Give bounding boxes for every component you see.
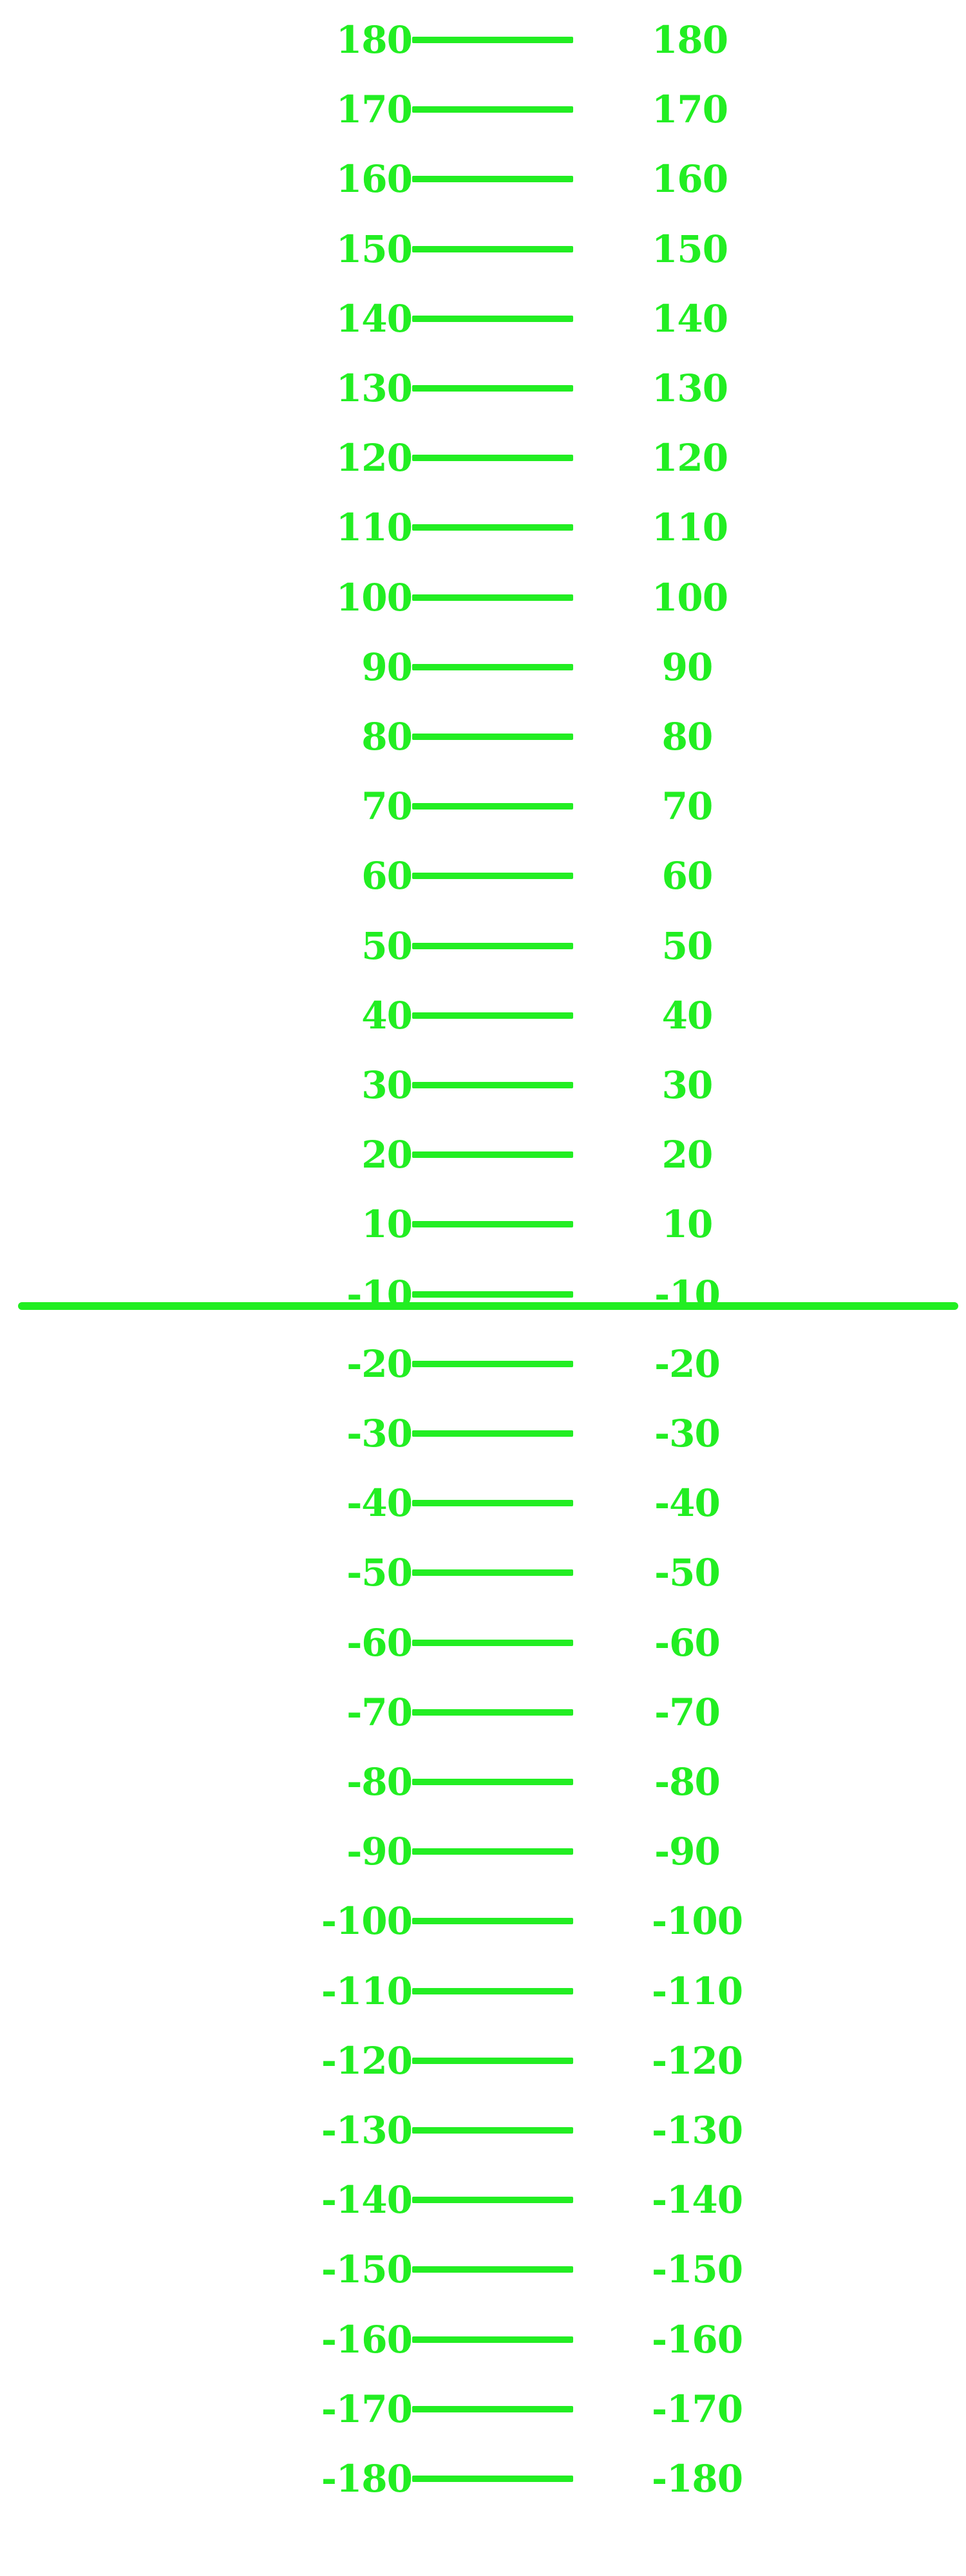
rung-label-left: 160 [336,157,412,202]
rung-label-left: 60 [361,854,412,898]
rung-label-right: 20 [661,1133,713,1177]
rung-label-left: 130 [336,366,412,410]
rung-tick-line [412,2058,573,2064]
rung-label-left: 90 [361,645,412,689]
rung-tick-line [412,2476,573,2482]
rung-label-left: 100 [336,575,412,620]
rung-label-left: -50 [346,1551,412,1595]
rung-tick-line [412,176,573,182]
rung-tick-line [412,1500,573,1506]
rung-label-left: -140 [321,2178,412,2222]
rung-label-right: -140 [652,2178,743,2222]
rung-label-right: 170 [652,88,728,132]
rung-label-right: -30 [654,1412,720,1455]
rung-label-right: 120 [652,436,728,480]
rung-label-right: 130 [652,366,728,410]
rung-tick-line [412,1709,573,1716]
rung-label-right: -80 [654,1760,720,1804]
rung-tick-line [412,1082,573,1088]
rung-label-left: 180 [336,18,412,62]
rung-label-right: -20 [654,1341,720,1386]
rung-tick-line [412,2266,573,2273]
rung-label-right: 80 [661,715,713,759]
rung-label-right: 180 [652,18,728,62]
rung-label-right: -50 [654,1551,720,1595]
rung-label-left: 30 [361,1063,412,1107]
rung-label-left: -60 [346,1620,412,1665]
rung-label-right: 110 [652,506,728,550]
rung-label-right: 140 [652,296,728,341]
rung-label-right: 30 [661,1063,713,1107]
rung-label-left: -70 [346,1690,412,1734]
rung-label-right: 40 [661,993,713,1037]
horizon-line [18,1302,958,1310]
rung-label-right: -40 [654,1481,720,1526]
rung-tick-line [412,2406,573,2412]
rung-tick-line [412,246,573,252]
rung-tick-line [412,1012,573,1019]
rung-label-right: -90 [654,1830,720,1874]
rung-tick-line [412,106,573,113]
rung-label-right: -60 [654,1620,720,1665]
rung-label-right: -70 [654,1690,720,1734]
rung-tick-line [412,1221,573,1227]
rung-tick-line [412,455,573,461]
rung-label-left: 140 [336,296,412,341]
rung-tick-line [412,1361,573,1367]
rung-tick-line [412,1779,573,1785]
rung-label-left: -90 [346,1830,412,1874]
rung-label-right: -150 [652,2248,743,2292]
rung-label-left: -30 [346,1412,412,1455]
rung-tick-line [412,594,573,601]
rung-label-left: -10 [346,1272,412,1316]
rung-label-right: 90 [661,645,713,689]
rung-label-left: -40 [346,1481,412,1526]
rung-label-right: -130 [652,2108,743,2152]
rung-tick-line [412,2127,573,2134]
rung-tick-line [412,1918,573,1924]
rung-tick-line [412,1430,573,1437]
rung-label-left: -130 [321,2108,412,2152]
rung-tick-line [412,943,573,949]
rung-label-right: 100 [652,575,728,620]
rung-label-left: -180 [321,2457,412,2501]
rung-label-right: -10 [654,1272,720,1316]
rung-label-left: -100 [321,1899,412,1944]
rung-tick-line [412,2336,573,2343]
rung-label-right: 60 [661,854,713,898]
rung-tick-line [412,37,573,43]
rung-tick-line [412,524,573,531]
rung-tick-line [412,664,573,670]
rung-tick-line [412,1988,573,1994]
rung-tick-line [412,2197,573,2203]
rung-tick-line [412,1848,573,1855]
rung-label-left: 150 [336,227,412,271]
rung-label-left: 170 [336,88,412,132]
rung-label-right: 150 [652,227,728,271]
rung-label-right: 10 [661,1202,713,1247]
rung-tick-line [412,873,573,879]
rung-label-left: 20 [361,1133,412,1177]
rung-label-right: -100 [652,1899,743,1944]
rung-label-left: -170 [321,2387,412,2431]
rung-label-left: -110 [321,1969,412,2013]
rung-tick-line [412,316,573,322]
rung-label-left: 80 [361,715,412,759]
rung-tick-line [412,1291,573,1298]
rung-tick-line [412,803,573,810]
rung-label-left: 10 [361,1202,412,1247]
rung-label-left: -20 [346,1341,412,1386]
rung-tick-line [412,1569,573,1576]
rung-label-left: 110 [336,506,412,550]
rung-label-left: 120 [336,436,412,480]
rung-tick-line [412,734,573,740]
rung-label-left: 40 [361,993,412,1037]
rung-label-left: -80 [346,1760,412,1804]
rung-label-left: -120 [321,2038,412,2083]
rung-label-right: -180 [652,2457,743,2501]
rung-tick-line [412,1151,573,1158]
rung-label-right: 160 [652,157,728,202]
rung-tick-line [412,1640,573,1646]
rung-label-left: -150 [321,2248,412,2292]
rung-tick-line [412,385,573,392]
rung-label-right: -120 [652,2038,743,2083]
rung-label-right: -170 [652,2387,743,2431]
rung-label-right: -110 [652,1969,743,2013]
rung-label-right: -160 [652,2317,743,2362]
rung-label-left: 50 [361,923,412,968]
rung-label-right: 70 [661,784,713,829]
rung-label-right: 50 [661,923,713,968]
rung-label-left: 70 [361,784,412,829]
rung-label-left: -160 [321,2317,412,2362]
